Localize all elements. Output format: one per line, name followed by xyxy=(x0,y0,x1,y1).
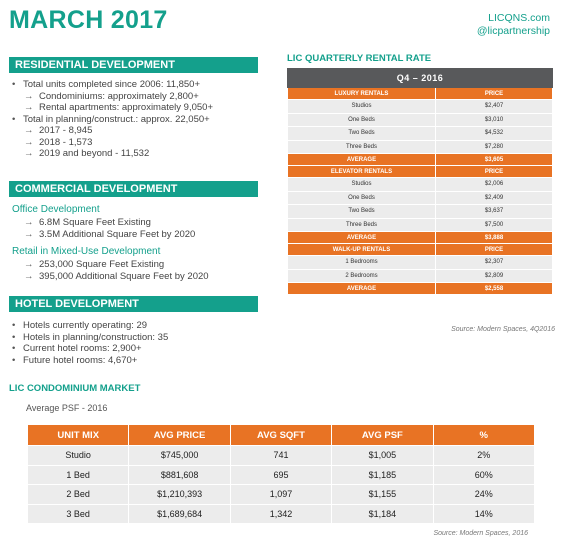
price: $3,637 xyxy=(436,205,553,219)
office-label: Office Development xyxy=(12,204,100,215)
unit-type: One Beds xyxy=(288,191,436,205)
average-row xyxy=(288,283,553,295)
condo-source: Source: Modern Spaces, 2016 xyxy=(433,530,528,537)
table-cell: 2 Bed xyxy=(28,485,129,505)
residential-heading: RESIDENTIAL DEVELOPMENT xyxy=(9,57,258,73)
office-list xyxy=(9,217,259,240)
table-row xyxy=(288,127,553,141)
average-label: AVERAGE xyxy=(288,283,436,295)
unit-type: Studios xyxy=(288,100,436,114)
list-item: • Hotels currently operating: 29 xyxy=(9,320,259,332)
rental-table xyxy=(287,68,553,295)
table-row xyxy=(288,218,553,232)
average-label: AVERAGE xyxy=(288,154,436,166)
table-row xyxy=(288,100,553,114)
unit-type: Two Beds xyxy=(288,127,436,141)
table-cell: 695 xyxy=(230,465,331,485)
list-item: • Total units completed since 2006: 11,850+ xyxy=(9,79,259,91)
table-cell: 1,342 xyxy=(230,504,331,524)
average-value: $3,605 xyxy=(436,154,553,166)
price: $7,500 xyxy=(436,218,553,232)
price: $3,010 xyxy=(436,113,553,127)
table-row xyxy=(28,485,535,505)
price: $2,006 xyxy=(436,178,553,192)
table-row xyxy=(288,191,553,205)
list-item: → 3.5M Additional Square Feet by 2020 xyxy=(9,229,259,241)
table-cell: 741 xyxy=(230,446,331,466)
page-title: MARCH 2017 xyxy=(9,6,168,34)
table-cell: Studio xyxy=(28,446,129,466)
list-item: → Rental apartments: approximately 9,050+ xyxy=(9,102,259,114)
group-label: LUXURY RENTALS xyxy=(288,88,436,100)
list-item: → 2017 - 8,945 xyxy=(9,125,259,137)
list-item: • Future hotel rooms: 4,670+ xyxy=(9,355,259,367)
average-label: AVERAGE xyxy=(288,232,436,244)
table-cell: $745,000 xyxy=(129,446,230,466)
unit-type: Two Beds xyxy=(288,205,436,219)
list-item: → 6.8M Square Feet Existing xyxy=(9,217,259,229)
list-item: • Hotels in planning/construction: 35 xyxy=(9,332,259,344)
site-info xyxy=(477,12,550,38)
table-cell: 2% xyxy=(433,446,534,466)
hotel-list xyxy=(9,320,259,366)
price: $2,407 xyxy=(436,100,553,114)
table-cell: $1,005 xyxy=(332,446,433,466)
table-row xyxy=(288,269,553,283)
table-cell: 24% xyxy=(433,485,534,505)
price: $4,532 xyxy=(436,127,553,141)
table-cell: $1,184 xyxy=(332,504,433,524)
table-row xyxy=(28,465,535,485)
retail-list xyxy=(9,259,259,282)
residential-list xyxy=(9,79,259,160)
average-value: $3,888 xyxy=(436,232,553,244)
quarter-header: Q4 – 2016 xyxy=(288,69,553,88)
table-cell: $881,608 xyxy=(129,465,230,485)
price: $7,280 xyxy=(436,140,553,154)
average-row xyxy=(288,154,553,166)
table-header-row xyxy=(288,88,553,100)
table-header-row xyxy=(28,425,535,446)
price: $2,409 xyxy=(436,191,553,205)
condo-subtitle: Average PSF - 2016 xyxy=(26,403,108,413)
table-cell: $1,210,393 xyxy=(129,485,230,505)
hotel-heading: HOTEL DEVELOPMENT xyxy=(9,296,258,312)
list-item: → 395,000 Additional Square Feet by 2020 xyxy=(9,271,259,283)
table-row xyxy=(288,113,553,127)
group-label: ELEVATOR RENTALS xyxy=(288,166,436,178)
unit-type: One Beds xyxy=(288,113,436,127)
average-value: $2,558 xyxy=(436,283,553,295)
unit-type: Studios xyxy=(288,178,436,192)
table-cell: $1,185 xyxy=(332,465,433,485)
table-row xyxy=(28,446,535,466)
list-item: • Current hotel rooms: 2,900+ xyxy=(9,343,259,355)
list-item: → 2019 and beyond - 11,532 xyxy=(9,148,259,160)
list-item: → Condominiums: approximately 2,800+ xyxy=(9,91,259,103)
rental-source: Source: Modern Spaces, 4Q2016 xyxy=(451,326,555,333)
table-header-row xyxy=(288,244,553,256)
list-item: • Total in planning/construct.: approx. 22,050+ xyxy=(9,114,259,126)
list-item: → 2018 - 1,573 xyxy=(9,137,259,149)
unit-type: 1 Bedrooms xyxy=(288,256,436,270)
unit-type: Three Beds xyxy=(288,218,436,232)
table-cell: $1,155 xyxy=(332,485,433,505)
unit-type: 2 Bedrooms xyxy=(288,269,436,283)
table-cell: 1 Bed xyxy=(28,465,129,485)
condo-table xyxy=(27,424,535,524)
price-label: PRICE xyxy=(436,244,553,256)
price-label: PRICE xyxy=(436,88,553,100)
table-cell: 60% xyxy=(433,465,534,485)
retail-label: Retail in Mixed-Use Development xyxy=(12,246,161,257)
table-cell: 1,097 xyxy=(230,485,331,505)
table-cell: $1,689,684 xyxy=(129,504,230,524)
commercial-heading: COMMERCIAL DEVELOPMENT xyxy=(9,181,258,197)
price: $2,809 xyxy=(436,269,553,283)
rental-title: LIC QUARTERLY RENTAL RATE xyxy=(287,53,432,64)
site-link[interactable]: LICQNS.com xyxy=(488,12,550,24)
table-cell: 3 Bed xyxy=(28,504,129,524)
table-row xyxy=(288,140,553,154)
average-row xyxy=(288,232,553,244)
social-handle[interactable]: @licpartnership xyxy=(476,25,550,37)
table-row xyxy=(288,178,553,192)
table-row xyxy=(28,504,535,524)
column-header: AVG PRICE xyxy=(129,425,230,446)
column-header: UNIT MIX xyxy=(28,425,129,446)
price: $2,307 xyxy=(436,256,553,270)
table-row xyxy=(288,205,553,219)
group-label: WALK-UP RENTALS xyxy=(288,244,436,256)
column-header: % xyxy=(433,425,534,446)
column-header: AVG SQFT xyxy=(230,425,331,446)
unit-type: Three Beds xyxy=(288,140,436,154)
table-row xyxy=(288,256,553,270)
table-header-row xyxy=(288,166,553,178)
list-item: → 253,000 Square Feet Existing xyxy=(9,259,259,271)
column-header: AVG PSF xyxy=(332,425,433,446)
table-cell: 14% xyxy=(433,504,534,524)
condo-title: LIC CONDOMINIUM MARKET xyxy=(9,383,141,394)
price-label: PRICE xyxy=(436,166,553,178)
